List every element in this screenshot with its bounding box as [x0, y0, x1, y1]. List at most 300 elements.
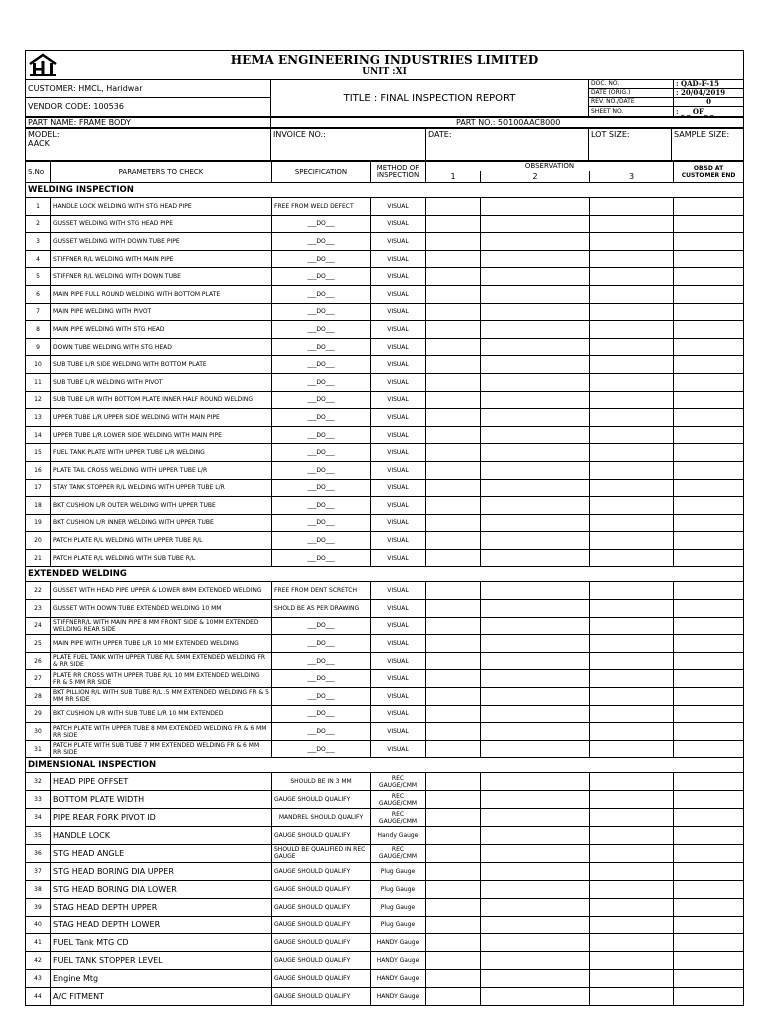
observation-2-cell[interactable] [481, 356, 590, 374]
observation-2-cell[interactable] [481, 215, 590, 233]
row-sno: 30 [26, 723, 51, 741]
row-parameter: FUEL TANK STOPPER LEVEL [51, 952, 272, 970]
section-title: WELDING INSPECTION [26, 183, 744, 198]
observation-2-cell[interactable] [481, 635, 590, 653]
observation-3-cell[interactable] [590, 827, 674, 845]
observation-3-cell[interactable] [590, 321, 674, 339]
observation-3-cell[interactable] [590, 705, 674, 723]
observation-3-cell[interactable] [590, 934, 674, 952]
customer-label: CUSTOMER: HMCL, Haridwar [26, 80, 270, 98]
row-parameter: SUB TUBE L/R WITH BOTTOM PLATE INNER HALF ROUND WELDING [51, 391, 272, 409]
row-parameter: STAY TANK STOPPER R/L WELDING WITH UPPER TUBE L/R [51, 479, 272, 497]
observation-2-cell[interactable] [481, 916, 590, 934]
row-specification: ___DO___ [272, 356, 371, 374]
observation-2-cell[interactable] [481, 233, 590, 251]
table-row [26, 988, 744, 1006]
observation-3-cell[interactable] [590, 791, 674, 809]
row-parameter: UPPER TUBE L/R LOWER SIDE WELDING WITH MAIN PIPE [51, 426, 272, 444]
observation-2-cell[interactable] [481, 740, 590, 758]
customer-observation-cell[interactable] [674, 600, 744, 618]
observation-3-cell[interactable] [590, 268, 674, 286]
row-sno: 26 [26, 652, 51, 670]
observation-3-cell[interactable] [590, 880, 674, 898]
observation-1-cell[interactable] [426, 934, 481, 952]
observation-1-cell[interactable] [426, 652, 481, 670]
row-specification: ___DO___ [272, 532, 371, 550]
customer-observation-cell[interactable] [674, 773, 744, 791]
customer-observation-cell[interactable] [674, 215, 744, 233]
observation-3-cell[interactable] [590, 988, 674, 1006]
observation-3-cell[interactable] [590, 723, 674, 741]
table-row [26, 461, 744, 479]
row-specification: ___DO___ [272, 215, 371, 233]
observation-1-cell[interactable] [426, 444, 481, 462]
row-method: VISUAL [371, 617, 426, 635]
customer-observation-cell[interactable] [674, 635, 744, 653]
table-row [26, 740, 744, 758]
observation-2-cell[interactable] [481, 773, 590, 791]
observation-2-cell[interactable] [481, 934, 590, 952]
customer-observation-cell[interactable] [674, 827, 744, 845]
observation-3-cell[interactable] [590, 652, 674, 670]
customer-observation-cell[interactable] [674, 426, 744, 444]
customer-observation-cell[interactable] [674, 705, 744, 723]
observation-2-cell[interactable] [481, 532, 590, 550]
row-sno: 2 [26, 215, 51, 233]
row-specification: ___DO___ [272, 635, 371, 653]
vendor-code-label: VENDOR CODE: 100536 [28, 102, 124, 111]
observation-1-cell[interactable] [426, 233, 481, 251]
customer-observation-cell[interactable] [674, 670, 744, 688]
observation-3-cell[interactable] [590, 773, 674, 791]
row-sno: 14 [26, 426, 51, 444]
customer-observation-cell[interactable] [674, 880, 744, 898]
row-method: VISUAL [371, 479, 426, 497]
observation-3-cell[interactable] [590, 600, 674, 618]
customer-observation-cell[interactable] [674, 373, 744, 391]
observation-3-cell[interactable] [590, 250, 674, 268]
customer-observation-cell[interactable] [674, 970, 744, 988]
customer-observation-cell[interactable] [674, 303, 744, 321]
observation-1-cell[interactable] [426, 582, 481, 600]
row-specification: ___DO___ [272, 444, 371, 462]
observation-2-cell[interactable] [481, 461, 590, 479]
observation-1-cell[interactable] [426, 809, 481, 827]
row-sno: 27 [26, 670, 51, 688]
observation-1-cell[interactable] [426, 635, 481, 653]
customer-observation-cell[interactable] [674, 532, 744, 550]
row-method: VISUAL [371, 250, 426, 268]
row-specification: ___DO___ [272, 250, 371, 268]
observation-2-cell[interactable] [481, 303, 590, 321]
observation-3-cell[interactable] [590, 898, 674, 916]
customer-observation-cell[interactable] [674, 250, 744, 268]
observation-3-cell[interactable] [590, 479, 674, 497]
observation-2-cell[interactable] [481, 723, 590, 741]
customer-observation-cell[interactable] [674, 582, 744, 600]
row-specification: ___DO___ [272, 373, 371, 391]
row-specification: GAUGE SHOULD QUALIFY [272, 791, 371, 809]
customer-observation-cell[interactable] [674, 652, 744, 670]
lot-size-field[interactable]: LOT SIZE: [589, 129, 672, 161]
customer-observation-cell[interactable] [674, 514, 744, 532]
row-sno: 4 [26, 250, 51, 268]
table-row [26, 426, 744, 444]
observation-1-cell[interactable] [426, 268, 481, 286]
row-specification: ___DO___ [272, 514, 371, 532]
row-parameter: PATCH PLATE WITH UPPER TUBE 8 MM EXTENDED WELDING FR & 6 MM RR SIDE [51, 723, 272, 741]
row-sno: 41 [26, 934, 51, 952]
row-method: VISUAL [371, 426, 426, 444]
part-info [25, 117, 744, 128]
row-specification: FREE FROM DENT SCRETCH [272, 582, 371, 600]
row-sno: 20 [26, 532, 51, 550]
observation-1-cell[interactable] [426, 740, 481, 758]
observation-2-cell[interactable] [481, 479, 590, 497]
row-sno: 23 [26, 600, 51, 618]
row-specification: ___DO___ [272, 461, 371, 479]
observation-3-cell[interactable] [590, 635, 674, 653]
observation-3-cell[interactable] [590, 844, 674, 862]
row-specification: GAUGE SHOULD QUALIFY [272, 934, 371, 952]
observation-3-cell[interactable] [590, 198, 674, 216]
row-specification: ___DO___ [272, 321, 371, 339]
observation-1-cell[interactable] [426, 426, 481, 444]
observation-1-cell[interactable] [426, 303, 481, 321]
date-orig-value: : 20/04/2019 [674, 89, 743, 98]
observation-1-cell[interactable] [426, 338, 481, 356]
customer-observation-cell[interactable] [674, 479, 744, 497]
observation-1-cell[interactable] [426, 670, 481, 688]
table-row [26, 862, 744, 880]
customer-observation-cell[interactable] [674, 409, 744, 427]
customer-observation-cell[interactable] [674, 952, 744, 970]
observation-2-cell[interactable] [481, 409, 590, 427]
observation-3-cell[interactable] [590, 461, 674, 479]
customer-observation-cell[interactable] [674, 688, 744, 706]
row-parameter: A/C FITMENT [51, 988, 272, 1006]
observation-3-cell[interactable] [590, 688, 674, 706]
observation-1-cell[interactable] [426, 356, 481, 374]
row-method: VISUAL [371, 635, 426, 653]
observation-1-cell[interactable] [426, 532, 481, 550]
observation-3-cell[interactable] [590, 532, 674, 550]
customer-observation-cell[interactable] [674, 988, 744, 1006]
observation-3-cell[interactable] [590, 670, 674, 688]
customer-observation-cell[interactable] [674, 338, 744, 356]
section-title: EXTENDED WELDING [26, 567, 744, 582]
inspection-table [25, 161, 744, 1006]
row-sno: 24 [26, 617, 51, 635]
table-row [26, 444, 744, 462]
observation-3-cell[interactable] [590, 862, 674, 880]
observation-1-cell[interactable] [426, 723, 481, 741]
row-sno: 6 [26, 285, 51, 303]
row-parameter: PATCH PLATE WITH SUB TUBE 7 MM EXTENDED WELDING FR & 6 MM RR SIDE [51, 740, 272, 758]
customer-observation-cell[interactable] [674, 862, 744, 880]
observation-3-cell[interactable] [590, 582, 674, 600]
row-parameter: Engine Mtg [51, 970, 272, 988]
customer-observation-cell[interactable] [674, 740, 744, 758]
observation-3-cell[interactable] [590, 356, 674, 374]
observation-3-cell[interactable] [590, 809, 674, 827]
customer-observation-cell[interactable] [674, 444, 744, 462]
report-header [25, 50, 744, 117]
observation-2-cell[interactable] [481, 321, 590, 339]
customer-observation-cell[interactable] [674, 461, 744, 479]
observation-1-cell[interactable] [426, 321, 481, 339]
row-specification: SHOULD BE IN 3 MM [272, 773, 371, 791]
doc-meta-values [674, 89, 744, 117]
observation-1-cell[interactable] [426, 898, 481, 916]
observation-2-cell[interactable] [481, 600, 590, 618]
observation-3-cell[interactable] [590, 740, 674, 758]
row-specification: GAUGE SHOULD QUALIFY [272, 970, 371, 988]
row-parameter: STG HEAD BORING DIA LOWER [51, 880, 272, 898]
row-sno: 10 [26, 356, 51, 374]
observation-2-cell[interactable] [481, 373, 590, 391]
row-method: VISUAL [371, 514, 426, 532]
row-method: Handy Gauge [371, 827, 426, 845]
observation-2-cell[interactable] [481, 844, 590, 862]
observation-1-cell[interactable] [426, 461, 481, 479]
row-method: VISUAL [371, 705, 426, 723]
table-row [26, 898, 744, 916]
observation-2-cell[interactable] [481, 791, 590, 809]
observation-3-cell[interactable] [590, 338, 674, 356]
observation-2-cell[interactable] [481, 670, 590, 688]
row-method: VISUAL [371, 670, 426, 688]
row-specification: ___DO___ [272, 303, 371, 321]
row-method: VISUAL [371, 600, 426, 618]
observation-3-cell[interactable] [590, 373, 674, 391]
observation-2-cell[interactable] [481, 250, 590, 268]
observation-1-cell[interactable] [426, 791, 481, 809]
row-method: VISUAL [371, 233, 426, 251]
row-parameter: MAIN PIPE FULL ROUND WELDING WITH BOTTOM PLATE [51, 285, 272, 303]
observation-2-cell[interactable] [481, 285, 590, 303]
row-specification: MANDREL SHOULD QUALIFY [272, 809, 371, 827]
customer-observation-cell[interactable] [674, 356, 744, 374]
observation-3-cell[interactable] [590, 970, 674, 988]
observation-1-cell[interactable] [426, 479, 481, 497]
row-sno: 19 [26, 514, 51, 532]
row-method: VISUAL [371, 215, 426, 233]
table-row [26, 880, 744, 898]
observation-2-cell[interactable] [481, 970, 590, 988]
observation-3-cell[interactable] [590, 285, 674, 303]
table-row [26, 479, 744, 497]
row-parameter: FUEL Tank MTG CD [51, 934, 272, 952]
observation-1-cell[interactable] [426, 215, 481, 233]
row-parameter: HANDLE LOCK [51, 827, 272, 845]
observation-2-cell[interactable] [481, 549, 590, 567]
inspection-report-sheet [25, 50, 743, 1006]
customer-observation-cell[interactable] [674, 934, 744, 952]
observation-1-cell[interactable] [426, 617, 481, 635]
customer-observation-cell[interactable] [674, 391, 744, 409]
row-parameter: DOWN TUBE WELDING WITH STG HEAD [51, 338, 272, 356]
row-sno: 32 [26, 773, 51, 791]
table-row [26, 373, 744, 391]
observation-1-cell[interactable] [426, 688, 481, 706]
row-specification: GAUGE SHOULD QUALIFY [272, 898, 371, 916]
row-specification: ___DO___ [272, 652, 371, 670]
row-sno: 16 [26, 461, 51, 479]
observation-1-cell[interactable] [426, 970, 481, 988]
customer-observation-cell[interactable] [674, 549, 744, 567]
section-title: DIMENSIONAL INSPECTION [26, 758, 744, 773]
row-method: REC GAUGE/CMM [371, 791, 426, 809]
observation-2-cell[interactable] [481, 880, 590, 898]
observation-3-cell[interactable] [590, 444, 674, 462]
observation-2-cell[interactable] [481, 198, 590, 216]
observation-2-cell[interactable] [481, 391, 590, 409]
observation-3-cell[interactable] [590, 409, 674, 427]
observation-3-cell[interactable] [590, 514, 674, 532]
customer-observation-cell[interactable] [674, 497, 744, 515]
observation-1-cell[interactable] [426, 827, 481, 845]
customer-observation-cell[interactable] [674, 233, 744, 251]
observation-2-cell[interactable] [481, 952, 590, 970]
observation-1-cell[interactable] [426, 373, 481, 391]
customer-observation-cell[interactable] [674, 898, 744, 916]
row-method: VISUAL [371, 338, 426, 356]
row-sno: 31 [26, 740, 51, 758]
doc-no-value: : QAD-F-15 [674, 80, 744, 89]
row-method: VISUAL [371, 409, 426, 427]
table-row [26, 198, 744, 216]
table-row [26, 250, 744, 268]
row-specification: ___DO___ [272, 740, 371, 758]
row-parameter: BKT CUSHION L/R WITH SUB TUBE L/R 10 MM EXTENDED [51, 705, 272, 723]
row-method: REC GAUGE/CMM [371, 809, 426, 827]
lot-info [25, 128, 744, 161]
customer-observation-cell[interactable] [674, 321, 744, 339]
row-specification: ___DO___ [272, 233, 371, 251]
table-row [26, 688, 744, 706]
date-field[interactable]: DATE: [426, 129, 589, 161]
observation-2-cell[interactable] [481, 688, 590, 706]
company-name: HEMA ENGINEERING INDUSTRIES LIMITED [230, 52, 539, 67]
table-row [26, 617, 744, 635]
observation-3-cell[interactable] [590, 497, 674, 515]
observation-1-cell[interactable] [426, 880, 481, 898]
observation-1-cell[interactable] [426, 198, 481, 216]
row-specification: GAUGE SHOULD QUALIFY [272, 880, 371, 898]
observation-3-cell[interactable] [590, 426, 674, 444]
observation-1-cell[interactable] [426, 497, 481, 515]
customer-observation-cell[interactable] [674, 916, 744, 934]
customer-observation-cell[interactable] [674, 723, 744, 741]
row-specification: GAUGE SHOULD QUALIFY [272, 827, 371, 845]
observation-1-cell[interactable] [426, 988, 481, 1006]
observation-1-cell[interactable] [426, 773, 481, 791]
customer-observation-cell[interactable] [674, 809, 744, 827]
row-method: VISUAL [371, 497, 426, 515]
observation-1-cell[interactable] [426, 844, 481, 862]
row-method: Plug Gauge [371, 916, 426, 934]
observation-3-cell[interactable] [590, 233, 674, 251]
company-banner [26, 51, 744, 80]
observation-3-cell[interactable] [590, 215, 674, 233]
observation-2-cell[interactable] [481, 514, 590, 532]
row-parameter: SUB TUBE L/R WELDING WITH PIVOT [51, 373, 272, 391]
observation-2-cell[interactable] [481, 497, 590, 515]
observation-1-cell[interactable] [426, 916, 481, 934]
observation-2-cell[interactable] [481, 426, 590, 444]
observation-2-cell[interactable] [481, 809, 590, 827]
table-row [26, 303, 744, 321]
observation-2-cell[interactable] [481, 862, 590, 880]
row-method: VISUAL [371, 532, 426, 550]
observation-2-cell[interactable] [481, 898, 590, 916]
row-method: VISUAL [371, 444, 426, 462]
observation-2-cell[interactable] [481, 444, 590, 462]
observation-2-cell[interactable] [481, 582, 590, 600]
observation-3-cell[interactable] [590, 549, 674, 567]
observation-3-cell[interactable] [590, 617, 674, 635]
observation-2-cell[interactable] [481, 338, 590, 356]
table-row [26, 514, 744, 532]
table-row [26, 600, 744, 618]
table-row [26, 532, 744, 550]
col-obsd-customer: OBSD AT CUSTOMER END [674, 162, 744, 183]
observation-2-cell[interactable] [481, 617, 590, 635]
observation-2-cell[interactable] [481, 988, 590, 1006]
doc-no-label: DOC. NO. [589, 80, 674, 89]
row-sno: 8 [26, 321, 51, 339]
col-obs-2: 2 [481, 171, 590, 182]
observation-3-cell[interactable] [590, 952, 674, 970]
row-sno: 7 [26, 303, 51, 321]
table-row [26, 952, 744, 970]
observation-2-cell[interactable] [481, 827, 590, 845]
customer-observation-cell[interactable] [674, 844, 744, 862]
row-specification: ___DO___ [272, 426, 371, 444]
observation-1-cell[interactable] [426, 862, 481, 880]
observation-1-cell[interactable] [426, 514, 481, 532]
customer-observation-cell[interactable] [674, 268, 744, 286]
observation-3-cell[interactable] [590, 916, 674, 934]
invoice-no-field[interactable]: INVOICE NO.: [271, 129, 426, 161]
observation-1-cell[interactable] [426, 705, 481, 723]
observation-1-cell[interactable] [426, 285, 481, 303]
sample-size-field[interactable]: SAMPLE SIZE: [672, 129, 744, 161]
customer-observation-cell[interactable] [674, 285, 744, 303]
observation-1-cell[interactable] [426, 549, 481, 567]
customer-observation-cell[interactable] [674, 791, 744, 809]
row-sno: 34 [26, 809, 51, 827]
customer-observation-cell[interactable] [674, 617, 744, 635]
observation-2-cell[interactable] [481, 268, 590, 286]
row-parameter: MAIN PIPE WELDING WITH PIVOT [51, 303, 272, 321]
observation-1-cell[interactable] [426, 600, 481, 618]
observation-3-cell[interactable] [590, 303, 674, 321]
row-specification: ___DO___ [272, 391, 371, 409]
observation-1-cell[interactable] [426, 391, 481, 409]
customer-observation-cell[interactable] [674, 198, 744, 216]
row-sno: 38 [26, 880, 51, 898]
observation-2-cell[interactable] [481, 705, 590, 723]
observation-1-cell[interactable] [426, 409, 481, 427]
observation-2-cell[interactable] [481, 652, 590, 670]
date-orig-label: DATE (ORIG.) [589, 89, 673, 98]
observation-1-cell[interactable] [426, 952, 481, 970]
table-row [26, 723, 744, 741]
observation-3-cell[interactable] [590, 391, 674, 409]
observation-1-cell[interactable] [426, 250, 481, 268]
